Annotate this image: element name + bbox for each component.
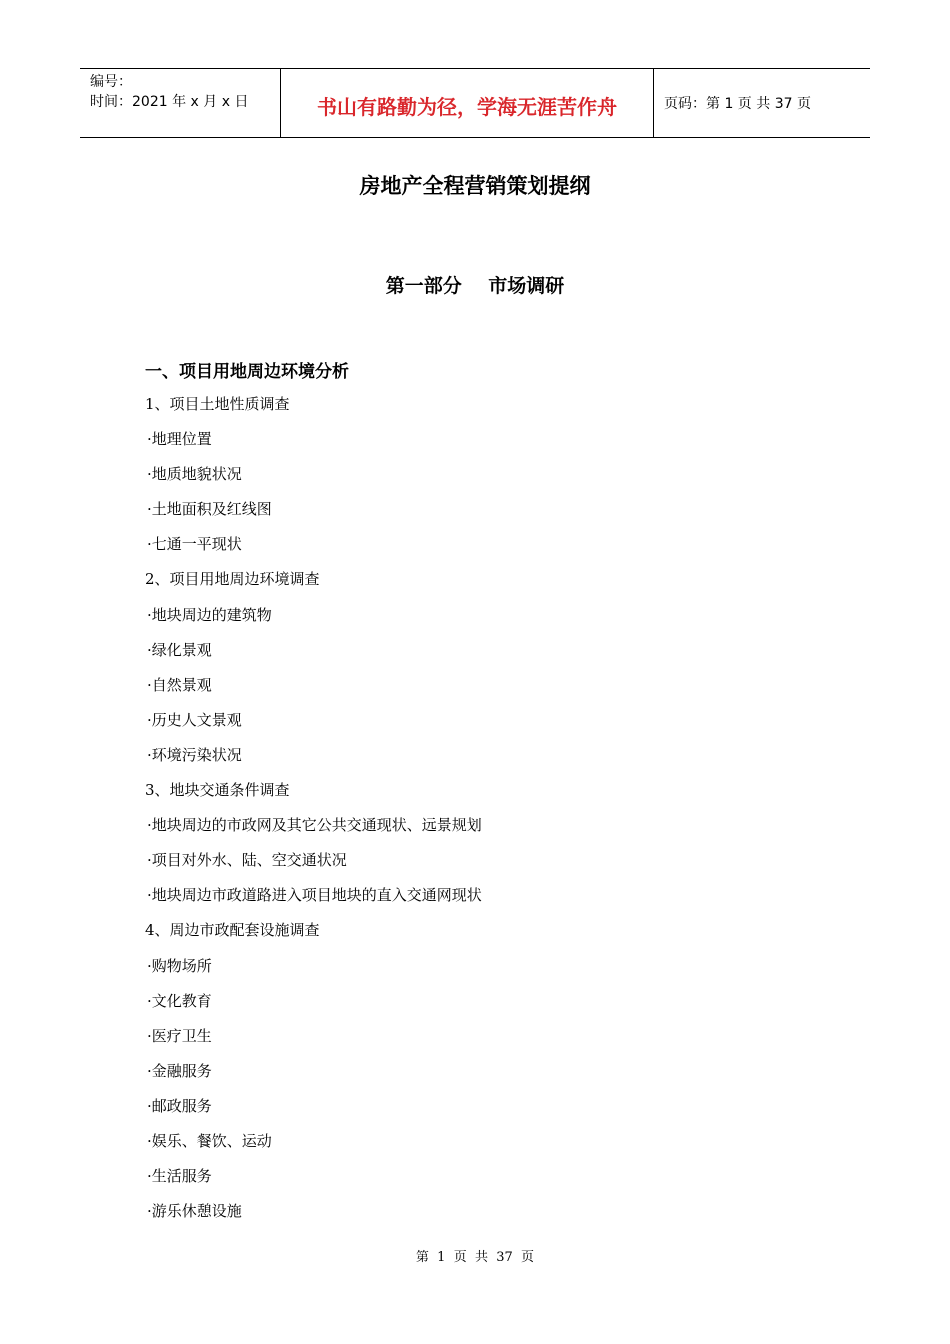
header-motto: 书山有路勤为径，学海无涯苦作舟 bbox=[281, 69, 654, 137]
outline-item: ·地理位置 bbox=[147, 430, 212, 449]
outline-item: ·娱乐、餐饮、运动 bbox=[147, 1131, 272, 1150]
header-page-number: 页码：第 1 页 共 37 页 bbox=[664, 96, 811, 112]
outline-item: ·购物场所 bbox=[147, 956, 212, 975]
outline-subheading: 3、地块交通条件调查 bbox=[145, 781, 290, 800]
page-footer: 第 1 页 共 37 页 bbox=[415, 1250, 535, 1265]
outline-item: ·地块周边市政道路进入项目地块的直入交通网现状 bbox=[147, 886, 482, 905]
section-title: 一、项目用地周边环境分析 bbox=[145, 362, 349, 382]
outline-item: ·游乐休憩设施 bbox=[147, 1202, 242, 1221]
outline-item: ·土地面积及红线图 bbox=[147, 500, 272, 519]
outline-item: ·自然景观 bbox=[147, 675, 212, 694]
outline-item: ·地块周边的建筑物 bbox=[147, 605, 272, 624]
outline-item: ·绿化景观 bbox=[147, 640, 212, 659]
outline-item: ·七通一平现状 bbox=[147, 535, 242, 554]
outline-item: ·金融服务 bbox=[147, 1061, 212, 1080]
document-number-label: 编号： bbox=[90, 74, 132, 90]
outline-item: ·医疗卫生 bbox=[147, 1026, 212, 1045]
document-title: 房地产全程营销策划提纲 bbox=[359, 174, 591, 198]
outline-item: ·邮政服务 bbox=[147, 1096, 212, 1115]
outline-subheading: 2、项目用地周边环境调查 bbox=[145, 570, 320, 589]
outline-subheading: 1、项目土地性质调查 bbox=[145, 395, 290, 413]
outline-item: ·历史人文景观 bbox=[147, 710, 242, 729]
outline-item: ·地块周边的市政网及其它公共交通现状、远景规划 bbox=[147, 816, 482, 835]
outline-item: ·生活服务 bbox=[147, 1167, 212, 1186]
outline-item: ·地质地貌状况 bbox=[147, 465, 242, 484]
outline-item: ·文化教育 bbox=[147, 991, 212, 1010]
outline-item: ·环境污染状况 bbox=[147, 745, 242, 764]
document-time-label: 时间：2021 年 x 月 x 日 bbox=[90, 94, 249, 110]
header-meta bbox=[80, 69, 281, 137]
outline-subheading: 4、周边市政配套设施调查 bbox=[145, 921, 320, 940]
outline-item: ·项目对外水、陆、空交通状况 bbox=[147, 851, 347, 870]
page-header bbox=[80, 68, 870, 138]
outline-list bbox=[145, 392, 482, 1234]
part-title: 第一部分 市场调研 bbox=[385, 275, 565, 297]
